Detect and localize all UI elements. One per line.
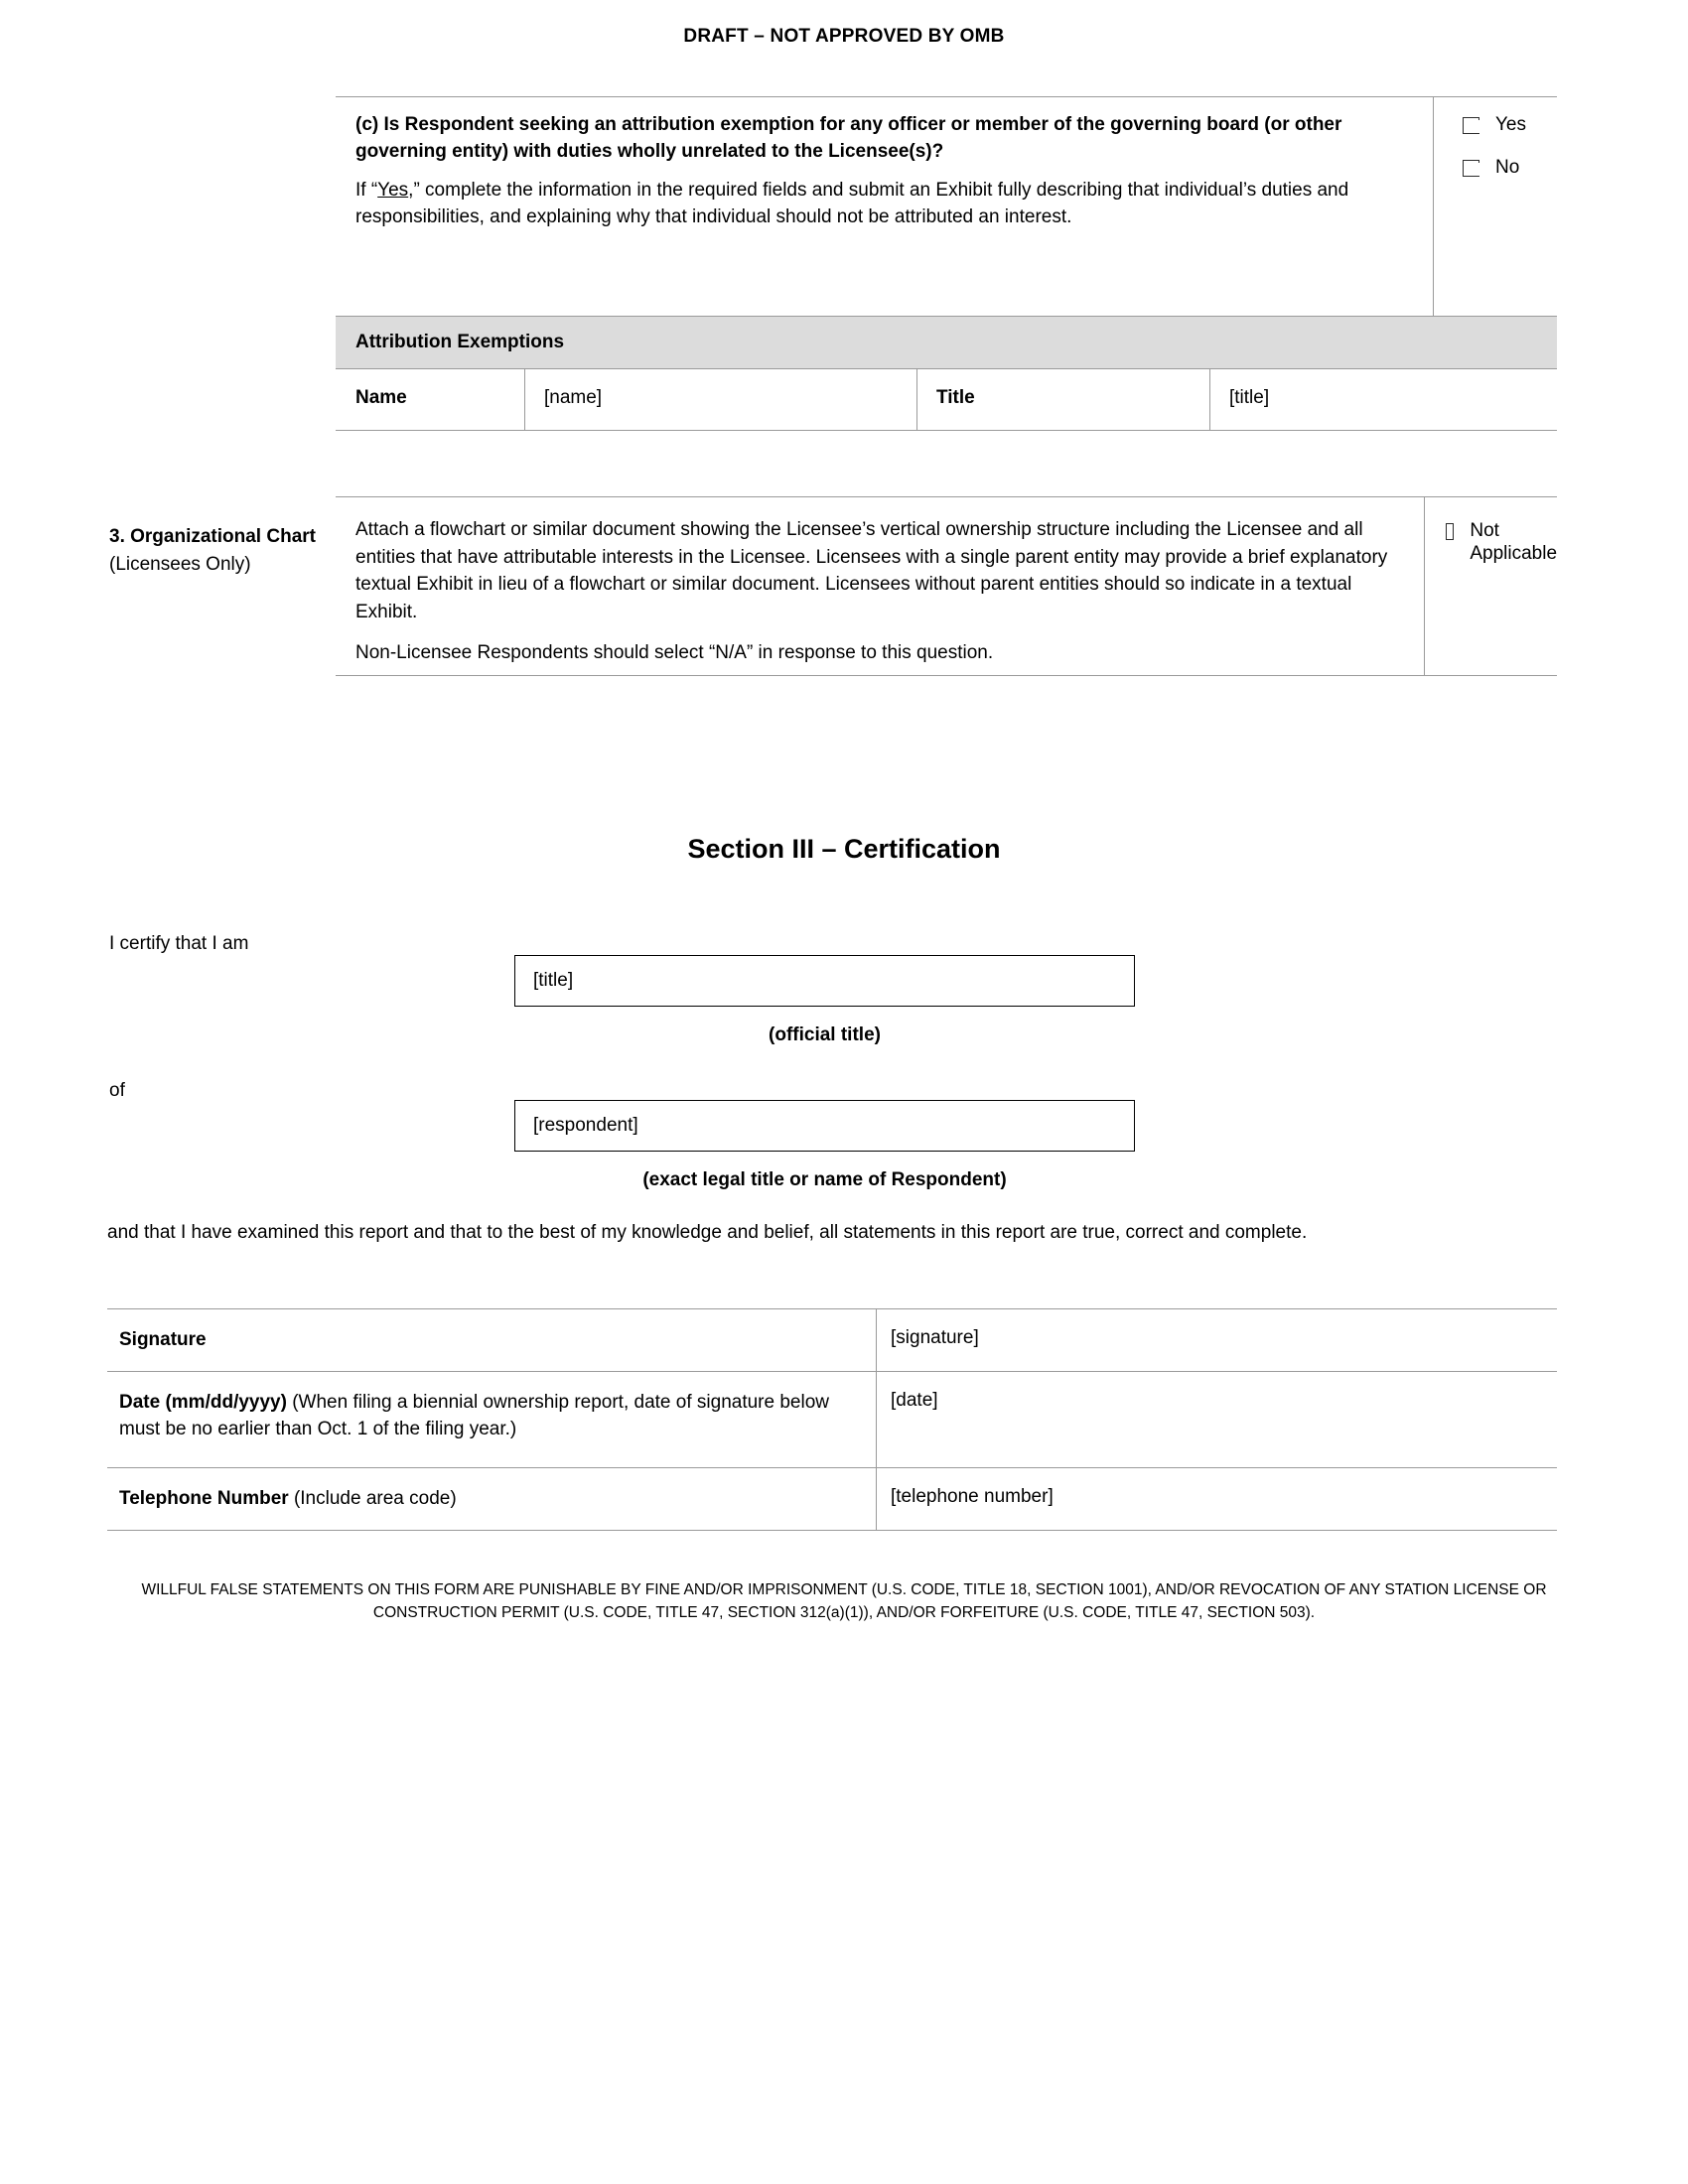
date-label-bold: Date (mm/dd/yyyy)	[119, 1392, 287, 1413]
official-title-input[interactable]: [title]	[514, 955, 1135, 1007]
title-label: Title	[936, 387, 975, 408]
org-chart-not-applicable[interactable]	[1424, 496, 1557, 566]
draft-notice: DRAFT – NOT APPROVED BY OMB	[683, 26, 1005, 47]
respondent-name-input[interactable]: [respondent]	[514, 1100, 1135, 1152]
name-label: Name	[355, 387, 407, 408]
question-c-answers	[1433, 96, 1557, 200]
answer-no-label: No	[1495, 156, 1520, 178]
section-iii-title: Section III – Certification	[687, 834, 1001, 864]
checkbox-icon[interactable]	[1446, 523, 1454, 540]
attribution-name-title-row	[336, 369, 1557, 431]
certify-line: I certify that I am	[109, 933, 249, 954]
signature-label	[107, 1309, 862, 1370]
instruction-pre: If “	[355, 179, 378, 201]
answer-yes-label: Yes	[1495, 114, 1526, 135]
org-chart-label	[109, 523, 333, 578]
of-line: of	[109, 1080, 125, 1101]
org-chart-paragraph-2: Non-Licensee Respondents should select “N/A” in response to this question.	[355, 642, 994, 664]
respondent-name-caption: (exact legal title or name of Respondent)	[642, 1169, 1007, 1190]
divider-org-bottom	[336, 675, 1557, 676]
date-label	[107, 1372, 862, 1459]
table-row	[107, 1468, 1557, 1531]
column-divider	[1433, 96, 1434, 316]
willful-false-statement-warning: WILLFUL FALSE STATEMENTS ON THIS FORM ARE PUNISHABLE BY FINE AND/OR IMPRISONMENT (U.S. CODE, TITLE 18, SECTION 1001), AND/OR REVOCATION OF ANY STATION LICENSE OR CONSTRUCTION PERMIT (U.S. CODE, TITLE 47, SECTION 312(a)(1)), AND/OR FORFEITURE (U.S. CODE, TITLE 47, SECTION 503).	[141, 1581, 1547, 1622]
org-chart-text	[336, 496, 1418, 683]
instruction-post: ,” complete the information in the required fields and submit an Exhibit fully describing that individual’s duties and responsibilities, and explaining why that individual should not be attributed an interest.	[355, 179, 1349, 227]
date-label-rest: (When filing a biennial ownership report, date of signature below must be no earlier than Oct. 1 of the filing year.)	[119, 1392, 829, 1439]
table-row	[107, 1372, 1557, 1468]
cell-divider	[524, 369, 525, 431]
date-value[interactable]: [date]	[891, 1390, 938, 1411]
instruction-underlined: Yes	[377, 179, 409, 201]
cell-divider	[916, 369, 917, 431]
org-chart-sub-label: (Licensees Only)	[109, 553, 251, 575]
signature-table	[107, 1308, 1557, 1531]
telephone-label-bold: Telephone Number	[119, 1488, 289, 1509]
official-title-caption: (official title)	[769, 1024, 881, 1045]
attribution-exemptions-title: Attribution Exemptions	[355, 332, 565, 352]
signature-label-bold: Signature	[119, 1329, 207, 1350]
question-c-prompt: (c) Is Respondent seeking an attribution exemption for any officer or member of the governing board (or other governing entity) with duties wholly unrelated to the Licensee(s)?	[355, 114, 1342, 162]
column-divider	[1424, 496, 1425, 675]
answer-yes[interactable]	[1433, 114, 1557, 137]
checkbox-icon[interactable]	[1463, 117, 1479, 134]
org-chart-block	[336, 496, 1557, 683]
telephone-label-rest: (Include area code)	[288, 1488, 457, 1509]
certification-closing-text: and that I have examined this report and that to the best of my knowledge and belief, all statements in this report are true, correct and complete.	[107, 1222, 1308, 1243]
attribution-exemptions-band	[336, 316, 1557, 369]
checkbox-icon[interactable]	[1463, 160, 1479, 177]
answer-no[interactable]	[1433, 157, 1557, 180]
telephone-value[interactable]: [telephone number]	[891, 1486, 1054, 1507]
signature-value[interactable]: [signature]	[891, 1327, 979, 1348]
org-chart-paragraph-1: Attach a flowchart or similar document showing the Licensee’s vertical ownership structure including the Licensee and all entities that have attributable interests in the Licensee. Licensees with a single parent entity may provide a brief explanatory textual Exhibit in lieu of a flowchart or similar document. Licensees without parent entities should so indicate in a textual Exhibit.	[355, 519, 1388, 622]
question-c-block	[336, 96, 1557, 243]
name-value[interactable]: [name]	[544, 387, 603, 408]
org-chart-number-label: 3. Organizational Chart	[109, 526, 316, 547]
question-c-text	[336, 96, 1428, 243]
title-value[interactable]: [title]	[1229, 387, 1270, 408]
not-applicable-label: Not Applicable	[1470, 520, 1558, 564]
cell-divider	[1209, 369, 1210, 431]
telephone-label	[107, 1468, 862, 1529]
table-row	[107, 1309, 1557, 1372]
question-c-instruction	[355, 178, 1408, 231]
